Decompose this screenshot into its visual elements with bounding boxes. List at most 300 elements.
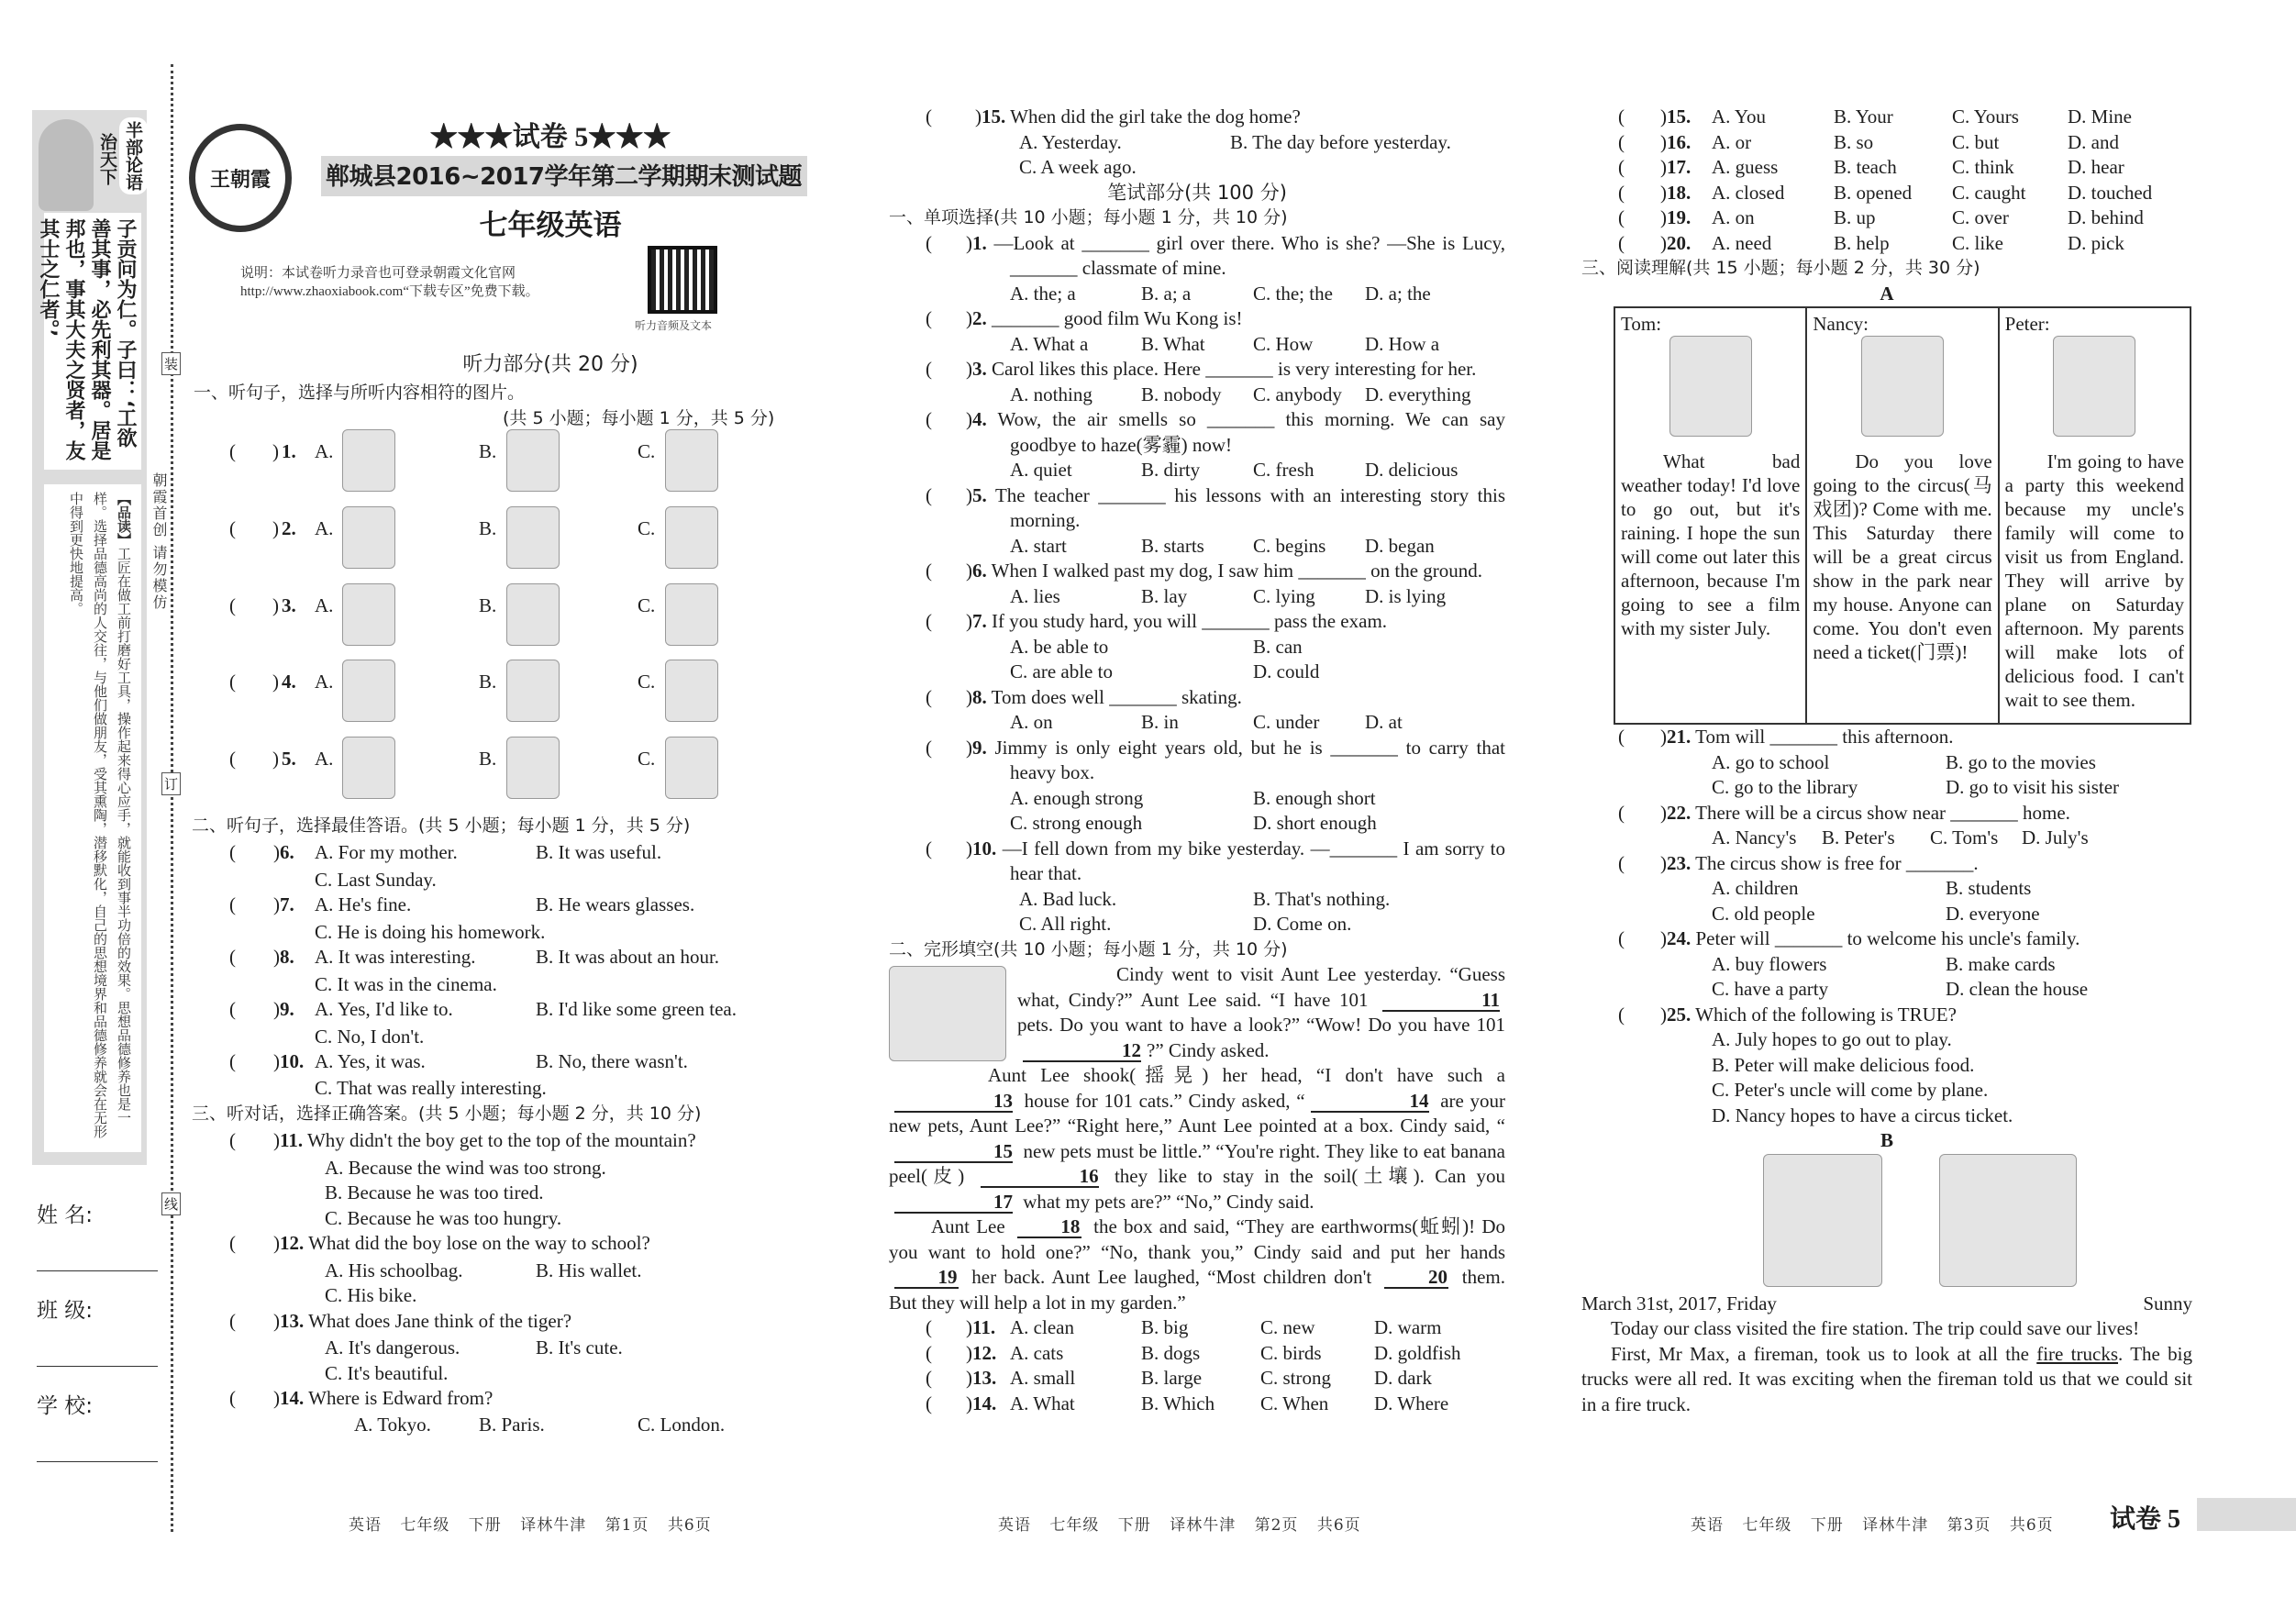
option[interactable]: B. dogs <box>1141 1341 1201 1364</box>
instructions-note: 说明：本试卷听力录音也可登录朝霞文化官网http://www.zhaoxiabook.com“下载专区”免费下载。 <box>240 266 539 299</box>
question <box>192 1308 799 1385</box>
option[interactable]: D. and <box>2068 130 2119 153</box>
option[interactable]: B. in <box>1141 711 1179 733</box>
answer-bracket[interactable]: ( <box>229 1232 236 1255</box>
cloze-blank[interactable]: 18 <box>1017 1216 1081 1238</box>
question-stem <box>889 685 1505 711</box>
diary-header <box>1581 1292 2192 1317</box>
option[interactable]: C. anybody <box>1253 383 1342 405</box>
option[interactable]: B. large <box>1141 1367 1203 1389</box>
answer-bracket-close: ) <box>966 408 972 430</box>
option[interactable]: D. Come on. <box>1253 913 1352 935</box>
option[interactable]: B. help <box>1834 231 1890 254</box>
house-picture-icon[interactable] <box>665 660 718 722</box>
option-label[interactable]: C. <box>638 440 656 462</box>
option[interactable]: C. have a party <box>1712 978 1829 1000</box>
option[interactable]: C. over <box>1952 206 2009 228</box>
answer-bracket[interactable]: ( <box>1618 156 1625 178</box>
option[interactable]: C. It's beautiful. <box>325 1361 449 1384</box>
tennis-picture-icon[interactable] <box>342 583 395 646</box>
cloze-blank[interactable]: 17 <box>894 1192 1013 1214</box>
option[interactable]: D. warm <box>1374 1316 1442 1338</box>
answer-bracket[interactable]: ( <box>926 483 932 506</box>
option[interactable]: B. I'd like some green tea. <box>536 998 737 1021</box>
question-text: What did the boy lose on the way to school? <box>308 1232 650 1255</box>
option[interactable]: C. birds <box>1260 1341 1322 1364</box>
answer-bracket[interactable]: ( <box>1618 801 1625 824</box>
option[interactable]: A. or <box>1712 130 1752 153</box>
option[interactable]: A. go to school <box>1712 750 1830 773</box>
option[interactable]: A. For my mother. <box>315 841 458 864</box>
reading-a-cell <box>1806 307 1998 724</box>
option-label[interactable]: B. <box>479 671 497 693</box>
option[interactable]: D. How a <box>1365 332 1440 355</box>
question-stem <box>889 1392 1505 1417</box>
option[interactable]: B. His wallet. <box>536 1259 642 1281</box>
option[interactable]: A. on <box>1712 206 1755 228</box>
option[interactable]: D. everything <box>1365 383 1471 405</box>
answer-bracket-close: ) <box>273 1232 280 1255</box>
question <box>192 892 799 944</box>
field-name[interactable] <box>37 1198 158 1271</box>
girl-picture-icon[interactable] <box>342 429 395 492</box>
option[interactable]: A. quiet <box>1010 459 1072 481</box>
question-text: Why didn't the boy get to the top of the mountain? <box>306 1129 696 1152</box>
cloze-blank[interactable]: 19 <box>894 1267 959 1289</box>
option[interactable]: D. goldfish <box>1374 1341 1461 1364</box>
option[interactable]: A. the; a <box>1010 282 1076 305</box>
option[interactable]: C. London. <box>638 1414 726 1436</box>
option-label[interactable]: C. <box>638 516 656 539</box>
option-row <box>889 383 1505 408</box>
option[interactable]: A. children <box>1712 877 1799 899</box>
diary-text: First, Mr Max, a fireman, took us to look at all the <box>1611 1342 2037 1365</box>
reading-a-table-wrap <box>1614 306 2191 725</box>
option[interactable]: D. July's <box>2022 826 2089 848</box>
option[interactable]: B. Paris. <box>479 1414 545 1436</box>
option[interactable]: B. That's nothing. <box>1253 887 1391 910</box>
option[interactable]: B. It was useful. <box>536 841 662 864</box>
answer-bracket[interactable]: ( <box>1618 206 1625 228</box>
option[interactable]: A. Nancy's <box>1712 826 1797 848</box>
question <box>1581 801 2192 851</box>
swimming-picture-icon[interactable] <box>506 583 560 646</box>
question <box>1581 130 2192 156</box>
option[interactable]: D. delicious <box>1365 459 1459 481</box>
option[interactable]: A. What <box>1010 1392 1075 1414</box>
option[interactable]: C. When <box>1260 1392 1329 1414</box>
option[interactable]: A. What a <box>1010 332 1089 355</box>
option-label[interactable]: A. <box>315 748 334 771</box>
option[interactable]: B. The day before yesterday. <box>1230 130 1451 153</box>
option[interactable]: A. It was interesting. <box>315 946 476 969</box>
answer-bracket[interactable]: ( <box>926 358 932 380</box>
option[interactable]: A. nothing <box>1010 383 1093 405</box>
answer-bracket[interactable]: ( <box>1618 851 1625 874</box>
option[interactable]: C. but <box>1952 130 2000 153</box>
option[interactable]: D. a; the <box>1365 282 1431 305</box>
option[interactable]: A. closed <box>1712 181 1785 204</box>
option[interactable]: B. No, there wasn't. <box>536 1050 688 1073</box>
option[interactable]: D. clean the house <box>1946 978 2089 1000</box>
question-number: 22. <box>1667 801 1691 824</box>
paper-label: ★★★试卷 5★★★ <box>429 122 671 152</box>
answer-bracket[interactable]: ( <box>229 1050 236 1073</box>
option[interactable]: A. Because the wind was too strong. <box>325 1156 606 1179</box>
cloze-blank[interactable]: 20 <box>1384 1267 1448 1289</box>
reading-title: 三、阅读理解(共 15 小题；每小题 2 分，共 30 分) <box>1581 258 1980 278</box>
option[interactable]: A. July hopes to go out to play. <box>1712 1028 1952 1050</box>
option[interactable]: B. lay <box>1141 584 1188 607</box>
option[interactable]: A. guess <box>1712 156 1779 178</box>
option[interactable]: A. Yes, it was. <box>315 1050 426 1073</box>
elephant-picture-icon[interactable] <box>342 506 395 569</box>
option[interactable]: D. Mine <box>2068 105 2132 128</box>
answer-bracket-close: ) <box>272 748 279 771</box>
option[interactable]: B. Because he was too tired. <box>325 1181 544 1204</box>
option-row <box>1581 952 2192 978</box>
option[interactable]: C. Yours <box>1952 105 2019 128</box>
option-label[interactable]: A. <box>315 593 334 616</box>
option[interactable]: D. hear <box>2068 156 2124 178</box>
option-label[interactable]: B. <box>479 593 497 616</box>
option[interactable]: D. Nancy hopes to have a circus ticket. <box>1712 1103 2013 1126</box>
option[interactable]: A. buy flowers <box>1712 952 1827 975</box>
option[interactable]: A. be able to <box>1010 635 1109 658</box>
column-3 <box>1581 105 2192 1417</box>
question-number: 24. <box>1667 927 1691 949</box>
question-stem <box>889 1315 1505 1341</box>
answer-bracket-close: ) <box>273 1050 280 1073</box>
option[interactable]: A. Bad luck. <box>1019 887 1117 910</box>
question-stem <box>192 1230 799 1257</box>
option[interactable]: C. old people <box>1712 902 1815 925</box>
option[interactable]: C. lying <box>1253 584 1315 607</box>
option[interactable]: C. All right. <box>1019 913 1112 935</box>
option[interactable]: B. big <box>1141 1316 1189 1338</box>
question-stem <box>889 559 1505 584</box>
option[interactable]: B. It's cute. <box>536 1336 623 1359</box>
option[interactable]: C. fresh <box>1253 459 1314 481</box>
option[interactable]: B. Peter's <box>1822 826 1895 848</box>
question <box>192 1048 799 1101</box>
option[interactable]: A. Yesterday. <box>1019 130 1122 153</box>
option-label[interactable]: B. <box>479 748 497 771</box>
option-label[interactable]: B. <box>479 516 497 539</box>
answer-bracket[interactable]: ( <box>1618 181 1625 204</box>
answer-bracket[interactable]: ( <box>926 1316 932 1338</box>
logo-text: 王朝霞 <box>209 167 271 191</box>
option[interactable]: C. His bike. <box>325 1284 417 1307</box>
cloze-paragraph <box>889 1063 1505 1214</box>
question-text: What does Jane think of the tiger? <box>308 1309 572 1332</box>
answer-bracket[interactable]: ( <box>229 593 236 616</box>
option-row <box>192 1335 799 1360</box>
option[interactable]: C. caught <box>1952 181 2026 204</box>
speaker-text: What bad weather today! I'd love to go out, but it's raining. I hope the sun will come out later this afternoon, because I'm going to see a film with my sister July. <box>1621 450 1801 639</box>
option[interactable]: C. That was really interesting. <box>315 1077 547 1100</box>
option[interactable]: C. No, I don't. <box>315 1025 425 1048</box>
option-row <box>1581 1078 2192 1103</box>
option[interactable]: A. Yes, I'd like to. <box>315 998 453 1021</box>
answer-bracket[interactable]: ( <box>926 610 932 632</box>
answer-bracket[interactable]: ( <box>926 685 932 708</box>
question <box>889 483 1505 560</box>
cloze-bucket-picture-icon <box>889 966 1006 1061</box>
option-label[interactable]: C. <box>638 593 656 616</box>
answer-bracket[interactable]: ( <box>1618 726 1625 748</box>
question-stem <box>192 996 799 1023</box>
option[interactable]: A. cats <box>1010 1341 1064 1364</box>
diary-date: March 31st, 2017, Friday <box>1581 1292 1777 1314</box>
question-stem <box>889 1366 1505 1392</box>
answer-bracket-close: ) <box>272 440 279 462</box>
answer-bracket[interactable]: ( <box>229 946 236 969</box>
option[interactable]: D. behind <box>2068 206 2144 228</box>
cloze-blank[interactable]: 13 <box>894 1091 1013 1113</box>
option[interactable]: B. go to the movies <box>1946 750 2096 773</box>
answer-bracket-close: ) <box>273 1309 280 1332</box>
option[interactable]: C. like <box>1952 231 2003 254</box>
option[interactable]: C. It was in the cinema. <box>315 972 497 995</box>
option[interactable]: A. He's fine. <box>315 893 412 916</box>
option[interactable]: C. strong enough <box>1010 812 1143 834</box>
option[interactable]: B. up <box>1834 206 1876 228</box>
building-picture-icon[interactable] <box>342 737 395 799</box>
option[interactable]: C. go to the library <box>1712 776 1858 798</box>
answer-bracket[interactable]: ( <box>1618 1003 1625 1026</box>
option[interactable]: A. small <box>1010 1367 1076 1389</box>
question-number: 25. <box>1667 1003 1691 1026</box>
option-row <box>1581 876 2192 902</box>
option[interactable]: D. everyone <box>1946 902 2040 925</box>
giraffe-picture-icon[interactable] <box>506 506 560 569</box>
shop-picture-icon[interactable] <box>506 660 560 722</box>
answer-bracket-close: ) <box>272 593 279 616</box>
option[interactable]: D. pick <box>2068 231 2124 254</box>
exam-title: 郸城县2016~2017学年第二学期期末测试题 <box>326 163 803 191</box>
cloze-blank[interactable]: 16 <box>981 1166 1099 1188</box>
option[interactable]: D. could <box>1253 660 1320 682</box>
option-label[interactable]: A. <box>315 440 334 462</box>
question-number: 15. <box>1667 105 1691 128</box>
option[interactable]: B. What <box>1141 332 1205 355</box>
cloze-blank[interactable]: 12 <box>1023 1040 1141 1062</box>
answer-bracket-close: ) <box>1660 851 1667 874</box>
option[interactable]: B. a; a <box>1141 282 1192 305</box>
question <box>889 685 1505 736</box>
field-school[interactable] <box>37 1389 158 1462</box>
option[interactable]: C. begins <box>1253 534 1326 557</box>
answer-bracket[interactable]: ( <box>1618 927 1625 949</box>
option[interactable]: B. He wears glasses. <box>536 893 695 916</box>
question-stem <box>889 1341 1505 1367</box>
answer-bracket[interactable]: ( <box>926 837 932 859</box>
option[interactable]: D. at <box>1365 711 1403 733</box>
option[interactable]: B. opened <box>1834 181 1913 204</box>
answer-bracket[interactable]: ( <box>229 748 236 771</box>
option[interactable]: A. enough strong <box>1010 786 1144 809</box>
option[interactable]: C. under <box>1253 711 1320 733</box>
answer-bracket[interactable]: ( <box>926 1341 932 1364</box>
option[interactable]: C. Tom's <box>1930 826 1999 848</box>
option[interactable]: D. Where <box>1374 1392 1449 1414</box>
question-number: 4. <box>972 408 987 430</box>
option[interactable]: C. the; the <box>1253 282 1333 305</box>
answer-bracket[interactable]: ( <box>926 408 932 430</box>
option[interactable]: A. clean <box>1010 1316 1074 1338</box>
option-row <box>192 1258 799 1283</box>
answer-bracket[interactable]: ( <box>926 1392 932 1414</box>
question-stem <box>192 1048 799 1075</box>
cloze-paragraph <box>889 1214 1505 1315</box>
option[interactable]: A. need <box>1712 231 1772 254</box>
answer-bracket[interactable]: ( <box>926 105 932 128</box>
option[interactable]: C. are able to <box>1010 660 1113 682</box>
answer-bracket-close: ) <box>1660 1003 1667 1026</box>
cloze-blank[interactable]: 15 <box>894 1141 1013 1163</box>
girl-computer-picture-icon[interactable] <box>665 429 718 492</box>
option[interactable]: B. enough short <box>1253 786 1376 809</box>
option[interactable]: B. dirty <box>1141 459 1201 481</box>
option[interactable]: C. He is doing his homework. <box>315 920 546 943</box>
option[interactable]: C. Peter's uncle will come by plane. <box>1712 1079 1989 1101</box>
shop-picture-icon[interactable] <box>665 737 718 799</box>
answer-bracket[interactable]: ( <box>229 1129 236 1152</box>
answer-bracket[interactable]: ( <box>229 516 236 539</box>
question <box>889 609 1505 685</box>
question <box>1581 725 2192 801</box>
option[interactable]: B. starts <box>1141 534 1204 557</box>
corner-label: 试卷 5 <box>2110 1505 2181 1534</box>
answer-bracket-close: ) <box>273 1387 280 1410</box>
firemen-picture-icon <box>1939 1154 2077 1287</box>
option[interactable]: D. short enough <box>1253 812 1377 834</box>
question-text: Peter will _______ to welcome his uncle's family. <box>1695 927 2080 949</box>
option[interactable]: B. so <box>1834 130 1874 153</box>
answer-bracket[interactable]: ( <box>229 440 236 462</box>
answer-bracket[interactable]: ( <box>229 998 236 1021</box>
qr-code[interactable] <box>648 246 717 314</box>
option[interactable]: B. It was about an hour. <box>536 946 720 969</box>
answer-bracket[interactable]: ( <box>926 307 932 329</box>
option-label[interactable]: C. <box>638 748 656 771</box>
option-label[interactable]: A. <box>315 516 334 539</box>
question-stem <box>192 1385 799 1412</box>
option[interactable]: B. nobody <box>1141 383 1222 405</box>
option[interactable]: A. start <box>1010 534 1067 557</box>
question <box>889 231 1505 307</box>
field-class[interactable] <box>37 1293 158 1367</box>
option[interactable]: A. His schoolbag. <box>325 1259 463 1281</box>
question-text: There will be a circus show near _______ home. <box>1695 801 2070 824</box>
option[interactable]: B. Peter will make delicious food. <box>1712 1053 1975 1076</box>
answer-bracket[interactable]: ( <box>1618 231 1625 254</box>
answer-bracket-close: ) <box>1660 181 1667 204</box>
option[interactable]: A. Tokyo. <box>354 1414 431 1436</box>
cloze-text: what my pets are?” “No,” Cindy said. <box>1018 1190 1314 1213</box>
option[interactable]: B. make cards <box>1946 952 2056 975</box>
restaurant-picture-icon[interactable] <box>506 737 560 799</box>
answer-bracket-close: ) <box>1660 927 1667 949</box>
cloze-blank[interactable]: 11 <box>1382 990 1500 1012</box>
cloze-text: ?” Cindy asked. <box>1147 1038 1270 1061</box>
option-label[interactable]: B. <box>479 440 497 462</box>
option[interactable]: A. It's dangerous. <box>325 1336 460 1359</box>
answer-bracket[interactable]: ( <box>926 736 932 759</box>
answer-bracket[interactable]: ( <box>1618 130 1625 153</box>
answer-bracket[interactable]: ( <box>926 560 932 582</box>
question <box>1581 205 2192 231</box>
option[interactable]: D. touched <box>2068 181 2153 204</box>
question-text: Wow, the air smells so _______ this morning. We can say goodbye to haze(雾霾) now! <box>997 408 1505 456</box>
cloze-text: new pets must be little.” “You're right. They like to eat banana peel(皮) <box>889 1139 1505 1187</box>
option[interactable]: A. You <box>1712 105 1766 128</box>
answer-bracket[interactable]: ( <box>229 671 236 693</box>
clown-picture-icon <box>1861 336 1944 437</box>
question-stem <box>1581 926 2192 952</box>
option[interactable]: B. Which <box>1141 1392 1215 1414</box>
question <box>889 559 1505 609</box>
answer-bracket[interactable]: ( <box>229 1387 236 1410</box>
option[interactable]: C. think <box>1952 156 2014 178</box>
column-1 <box>192 813 799 1437</box>
option[interactable]: B. Your <box>1834 105 1893 128</box>
option[interactable]: D. is lying <box>1365 584 1447 607</box>
answer-bracket-close: ) <box>975 105 982 128</box>
answer-bracket[interactable]: ( <box>229 841 236 864</box>
option[interactable]: C. A week ago. <box>1019 156 1137 178</box>
question-stem <box>1581 231 2192 257</box>
answer-bracket[interactable]: ( <box>926 231 932 254</box>
panda-picture-icon[interactable] <box>665 506 718 569</box>
question-number: 14. <box>280 1387 305 1410</box>
girl-picture-icon[interactable] <box>506 429 560 492</box>
option[interactable]: A. lies <box>1010 584 1060 607</box>
option[interactable]: B. students <box>1946 877 2032 899</box>
option[interactable]: C. How <box>1253 332 1314 355</box>
answer-bracket[interactable]: ( <box>229 893 236 916</box>
question-number: 1. <box>972 231 987 254</box>
question-number: 18. <box>1667 181 1691 204</box>
question-number: 13. <box>972 1367 997 1389</box>
cloze-blank[interactable]: 14 <box>1311 1091 1429 1113</box>
option[interactable]: A. on <box>1010 711 1053 733</box>
question-number: 3. <box>282 593 296 616</box>
binding-dashed-line <box>171 64 173 1532</box>
option[interactable]: C. Last Sunday. <box>315 868 437 891</box>
option[interactable]: D. go to visit his sister <box>1946 776 2120 798</box>
option[interactable]: D. began <box>1365 534 1435 557</box>
question-stem <box>192 944 799 970</box>
option-row <box>889 332 1505 358</box>
option[interactable]: C. Because he was too hungry. <box>325 1206 562 1229</box>
field-label: 学 校: <box>37 1394 94 1418</box>
building-picture-icon[interactable] <box>342 660 395 722</box>
option[interactable]: C. strong <box>1260 1367 1332 1389</box>
answer-bracket[interactable]: ( <box>926 1367 932 1389</box>
option[interactable]: D. dark <box>1374 1367 1432 1389</box>
girl-picture-icon[interactable] <box>665 583 718 646</box>
option-label[interactable]: C. <box>638 671 656 693</box>
option[interactable]: B. can <box>1253 635 1303 658</box>
option-label[interactable]: A. <box>315 671 334 693</box>
diary-weather: Sunny <box>2143 1292 2192 1314</box>
option[interactable]: B. teach <box>1834 156 1897 178</box>
answer-bracket[interactable]: ( <box>229 1309 236 1332</box>
option[interactable]: C. new <box>1260 1316 1315 1338</box>
answer-bracket[interactable]: ( <box>1618 105 1625 128</box>
